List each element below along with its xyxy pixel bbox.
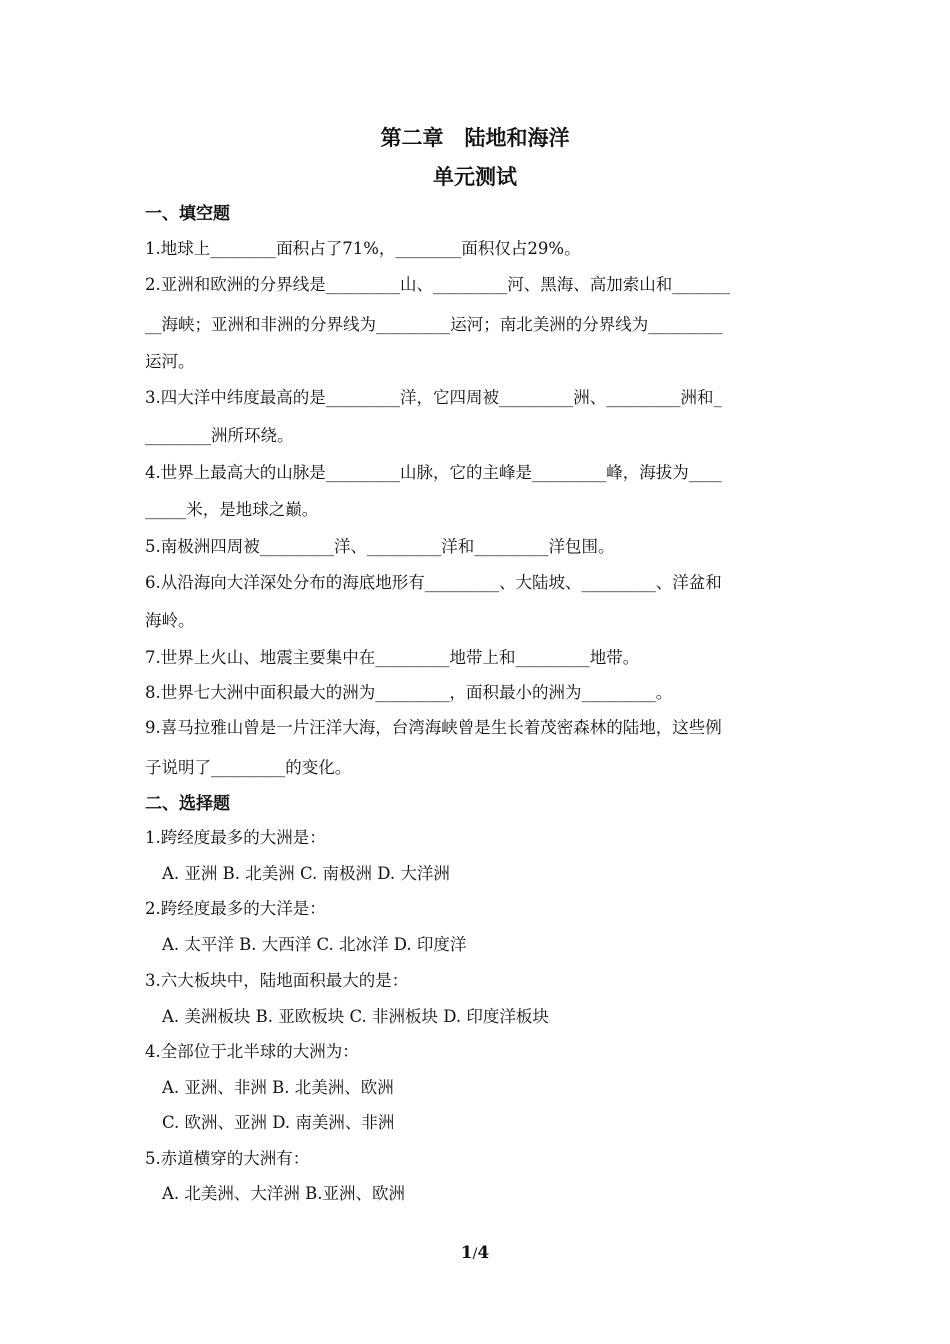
fill-line: 9.喜马拉雅山曾是一片汪洋大海，台湾海峡曾是生长着茂密森林的陆地，这些例 [145, 718, 722, 737]
chapter-title: 第二章 陆地和海洋 [380, 126, 570, 150]
fill-line: 6.从沿海向大洋深处分布的海底地形有_________、大陆坡、_________、洋盆和 [145, 573, 722, 592]
answer-options: A. 太平洋 B. 大西洋 C. 北冰洋 D. 印度洋 [162, 935, 467, 954]
fill-line: ________洲所环绕。 [145, 426, 294, 445]
fill-line: 4.世界上最高大的山脉是_________山脉，它的主峰是_________峰，海拔为____ [145, 463, 722, 482]
fill-line: 1.地球上________面积占了71%，________面积仅占29%。 [145, 239, 581, 258]
fill-line: 7.世界上火山、地震主要集中在_________地带上和_________地带。 [145, 648, 640, 667]
question-stem: 5.赤道横穿的大洲有： [145, 1149, 310, 1168]
fill-line: _____米，是地球之巅。 [145, 500, 319, 519]
fill-line: 子说明了_________的变化。 [145, 758, 352, 777]
question-stem: 4.全部位于北半球的大洲为： [145, 1042, 359, 1061]
total-pages: 4 [477, 1243, 490, 1263]
page-number [0, 1242, 950, 1265]
answer-options: A. 美洲板块 B. 亚欧板块 C. 非洲板块 D. 印度洋板块 [162, 1007, 549, 1026]
fill-line: 3.四大洋中纬度最高的是_________洋，它四周被_________洲、_________洲和_ [145, 388, 722, 407]
answer-options: A. 亚洲 B. 北美洲 C. 南极洲 D. 大洋洲 [162, 864, 450, 883]
fill-line: 8.世界七大洲中面积最大的洲为_________，面积最小的洲为_________。 [145, 683, 673, 702]
answer-options: A. 北美洲、大洋洲 B.亚洲、欧洲 [162, 1184, 406, 1203]
section-heading-choice: 二、选择题 [145, 794, 230, 814]
question-stem: 3.六大板块中，陆地面积最大的是： [145, 971, 409, 990]
fill-line: __海峡；亚洲和非洲的分界线为_________运河；南北美洲的分界线为_________ [145, 315, 723, 334]
answer-options: A. 亚洲、非洲 B. 北美洲、欧洲 [162, 1078, 394, 1097]
fill-line: 运河。 [145, 352, 195, 371]
test-subtitle: 单元测试 [433, 165, 517, 189]
question-stem: 2.跨经度最多的大洋是： [145, 899, 326, 918]
question-stem: 1.跨经度最多的大洲是： [145, 828, 326, 847]
fill-line: 海岭。 [145, 611, 195, 630]
current-page: 1 [460, 1243, 473, 1263]
answer-options: C. 欧洲、亚洲 D. 南美洲、非洲 [162, 1113, 395, 1132]
page-separator: / [472, 1246, 478, 1262]
fill-line: 2.亚洲和欧洲的分界线是_________山、_________河、黑海、高加索山和_______ [145, 275, 730, 294]
fill-line: 5.南极洲四周被_________洋、_________洋和_________洋包围。 [145, 537, 615, 556]
section-heading-fill: 一、填空题 [145, 204, 230, 224]
